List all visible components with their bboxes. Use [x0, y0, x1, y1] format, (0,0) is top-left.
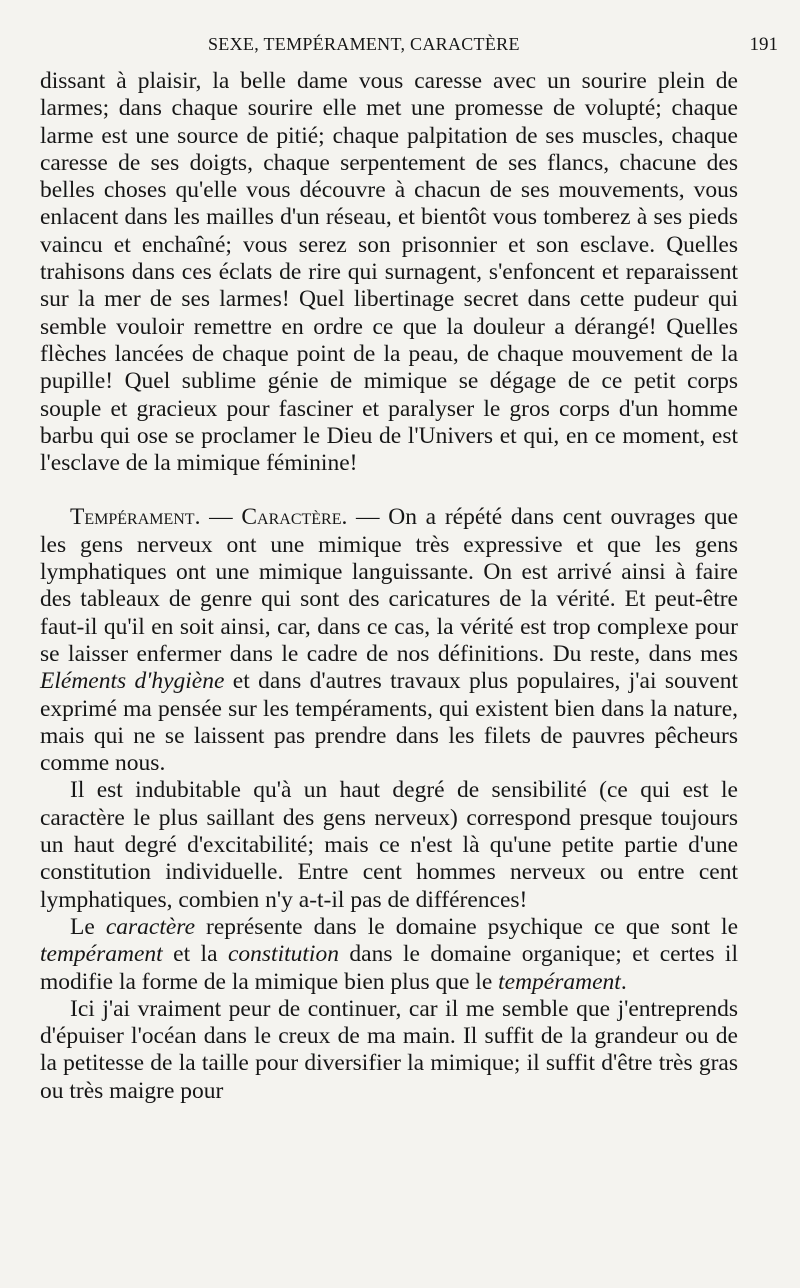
paragraph-4-text-b: représente dans le domaine psychique ce que sont le [195, 913, 738, 940]
book-title-italic: Eléments d'hygiène [40, 668, 225, 695]
paragraph-4-text-e: . [620, 968, 627, 995]
paragraph-4 [40, 914, 738, 996]
italic-term-caractere: caractère [105, 913, 195, 940]
paragraph-2-text-b: et dans d'autres travaux plus populaires, j'ai souvent exprimé ma pensée sur les tempéraments, qui existent bien dans la nature, mais qui ne se laissent pas prendre dans les filets de pauvres pêcheurs comme nous. [40, 668, 738, 777]
italic-term-constitution: constitution [227, 941, 339, 968]
paragraph-5: Ici j'ai vraiment peur de continuer, car il me semble que j'entreprends d'épuiser l'océan dans le creux de ma main. Il suffit de la grandeur ou de la petitesse de la taille pour diversifier la mimique; il suffit d'être très gras ou très maigre pour [40, 995, 738, 1104]
paragraph-2-text-a: — On a répété dans cent ouvrages que les gens nerveux ont une mimique très expressive et que les gens lymphatiques ont une mimique languissante. On est arrivé ainsi à faire des tableaux de genre qui sont des caricatures de la vérité. Et peut-être faut-il qu'il en soit ainsi, car, dans ce cas, la vérité est trop complexe pour se laisser enfermer dans le cadre de nos définitions. Du reste, dans mes [40, 504, 738, 667]
page-number: 191 [749, 34, 778, 55]
body-text [40, 68, 738, 1105]
paragraph-4-text-c: et la [162, 941, 228, 968]
paragraph-2 [40, 504, 738, 777]
paragraph-1: dissant à plaisir, la belle dame vous caresse avec un sourire plein de larmes; dans chaque sourire elle met une promesse de volupté; chaque larme est une source de pitié; chaque palpitation de ses muscles, chaque caresse de ses doigts, chaque serpentement de ses flancs, chacune des belles choses qu'elle vous découvre à chacun de ses mouvements, vous enlacent dans les mailles d'un réseau, et bientôt vous tomberez à ses pieds vaincu et enchaîné; vous serez son prisonnier et son esclave. Quelles trahisons dans ces éclats de rire qui surnagent, s'enfoncent et reparaissent sur la mer de ses larmes! Quel libertinage secret dans cette pudeur qui semble vouloir remettre en ordre ce que la douleur a dérangé! Quelles flèches lancées de chaque point de la peau, de chaque mouvement de la pupille! Quel sublime génie de mimique se dégage de ce petit corps souple et gracieux pour fasciner et paralyser le gros corps d'un homme barbu qui ose se proclamer le Dieu de l'Univers et qui, en ce moment, est l'esclave de la mimique féminine! [40, 68, 738, 477]
paragraph-4-text-a: Le [70, 913, 106, 940]
italic-term-temperament: tempérament [40, 941, 163, 968]
paragraph-3: Il est indubitable qu'à un haut degré de sensibilité (ce qui est le caractère le plus saillant des gens nerveux) correspond presque toujours un haut degré d'excitabilité; mais ce n'est là qu'une petite partie d'une constitution individuelle. Entre cent hommes nerveux ou entre cent lymphatiques, combien n'y a-t-il pas de différences! [40, 777, 738, 913]
page-header [40, 28, 778, 68]
italic-term-temperament-2: tempérament [498, 968, 621, 995]
section-heading: Tempérament. — Caractère. [70, 504, 348, 531]
running-head: SEXE, TEMPÉRAMENT, CARACTÈRE [208, 34, 520, 54]
paragraph-4-text-d: dans le domaine organique; et certes il modifie la forme de la mimique bien plus que le [40, 941, 738, 995]
